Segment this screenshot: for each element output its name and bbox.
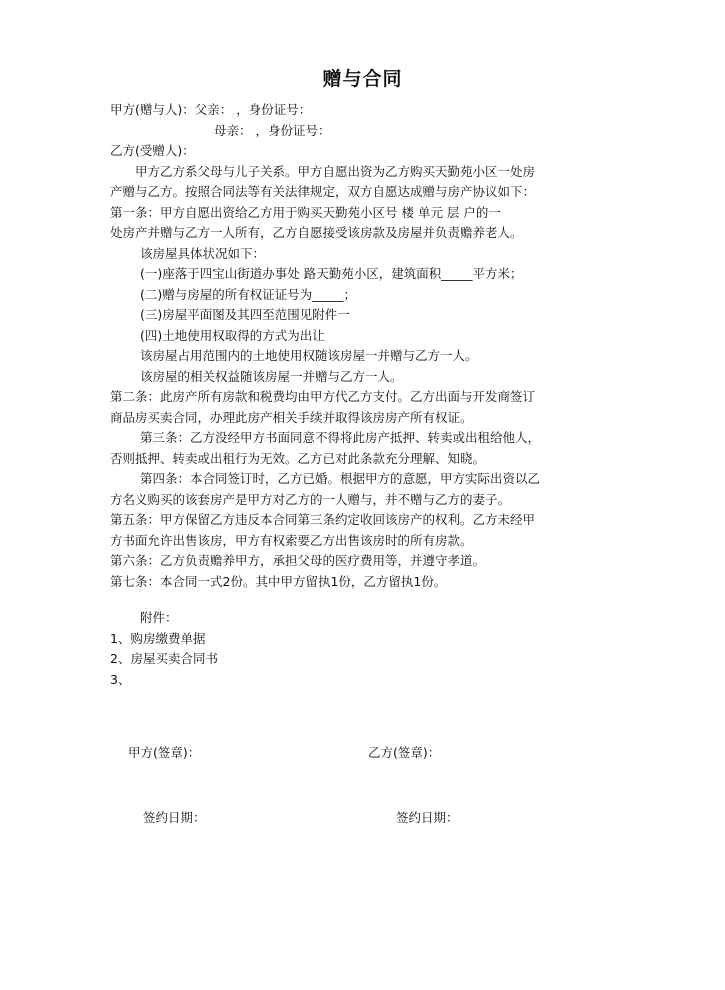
article-5-line: 第五条：甲方保留乙方违反本合同第三条约定收回该房产的权利。乙方未经甲 (110, 512, 536, 527)
article-5-line: 方书面允许出售该房，甲方有权索要乙方出售该房时的所有房款。 (110, 532, 473, 548)
property-item-line: (三)房屋平面图及其四至范围见附件一 (140, 307, 350, 322)
article-7-line: 第七条：本合同一式2份。其中甲方留执1份，乙方留执1份。 (110, 573, 447, 589)
article-1-line: 处房产并赠与乙方一人所有，乙方自愿接受该房款及房屋并负责赡养老人。 (110, 225, 523, 240)
property-item-line: (二)赠与房屋的所有权证证号为_____； (140, 286, 357, 302)
party-a-father-line: 甲方(赠与人)：父亲： ，身份证号： (110, 102, 312, 117)
article-1-line: 第一条：甲方自愿出资给乙方用于购买天勤苑小区号 楼 单元 层 户的一 (110, 204, 501, 220)
article-2-line: 商品房买卖合同，办理此房产相关手续并取得该房房产所有权证。 (110, 409, 473, 425)
document-title: 赠与合同 (322, 68, 403, 90)
property-item-line: 该房屋的相关权益随该房屋一并赠与乙方一人。 (140, 368, 403, 384)
attachment-item: 1、购房缴费单据 (110, 630, 206, 646)
article-3-line: 否则抵押、转卖或出租行为无效。乙方已对此条款充分理解、知晓。 (110, 450, 486, 466)
article-3-line: 第三条：乙方没经甲方书面同意不得将此房产抵押、转卖或出租给他人， (140, 430, 541, 445)
party-a-signature-label: 甲方(签章)： (128, 745, 201, 760)
attachment-item: 3、 (110, 671, 131, 687)
party-b-line: 乙方(受赠人)： (110, 143, 195, 158)
contract-body (110, 100, 618, 690)
property-item-line: 该房屋占用范围内的土地使用权随该房屋一并赠与乙方一人。 (140, 348, 478, 363)
article-2-line: 第二条：此房产所有房款和税费均由甲方代乙方支付。乙方出面与开发商签订 (110, 389, 536, 404)
party-a-mother-line: 母亲： ，身份证号： (214, 122, 331, 138)
property-item-line: (四)土地使用权取得的方式为出让 (140, 327, 325, 343)
property-item-line: (一)座落于四宝山街道办事处 路天勤苑小区，建筑面积_____平方米； (140, 266, 523, 281)
party-a-date-label: 签约日期： (143, 810, 206, 825)
article-4-line: 方名义购买的该套房产是甲方对乙方的一人赠与，并不赠与乙方的妻子。 (110, 491, 511, 507)
attachment-item: 2、房屋买卖合同书 (110, 651, 218, 666)
article-6-line: 第六条：乙方负责赡养甲方，承担父母的医疗费用等，并遵守孝道。 (110, 553, 486, 568)
party-b-signature-label: 乙方(签章)： (368, 745, 441, 760)
paragraph-line: 甲方乙方系父母与儿子关系。甲方自愿出资为乙方购买天勤苑小区一处房 (135, 163, 536, 179)
paragraph-line: 产赠与乙方。按照合同法等有关法律规定，双方自愿达成赠与房产协议如下： (110, 184, 536, 199)
article-4-line: 第四条：本合同签订时，乙方已婚。根据甲方的意愿，甲方实际出资以乙 (140, 471, 541, 486)
attachments-heading: 附件： (140, 610, 178, 625)
party-b-date-label: 签约日期： (396, 810, 459, 825)
property-status-line: 该房屋具体状况如下： (140, 245, 266, 261)
